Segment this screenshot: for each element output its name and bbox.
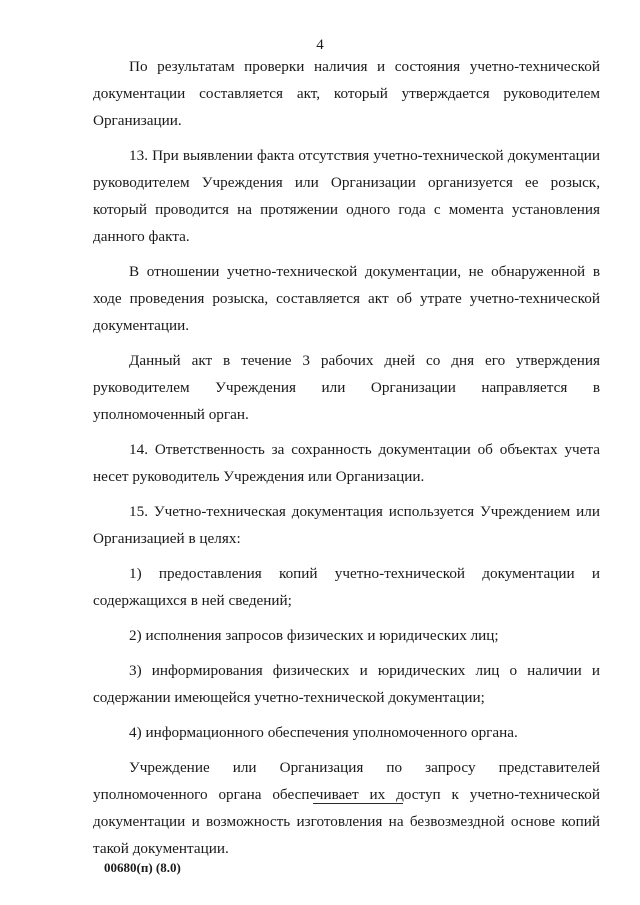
list-item-2: 2) исполнения запросов физических и юридических лиц; <box>129 627 499 644</box>
list-item-1: 1) предоставления копий учетно-технической документации и содержащихся в ней сведений; <box>93 565 600 609</box>
separator-rule <box>313 803 403 804</box>
paragraph-loss-act: В отношении учетно-технической документации, не обнаруженной в ходе проведения розыска, составляется акт об утрате учетно-технической документации. <box>93 263 600 334</box>
paragraph-act-submission: Данный акт в течение 3 рабочих дней со дня его утверждения руководителем Учреждения или Организации направляется в уполномоченный орган. <box>93 352 600 423</box>
page-number: 4 <box>316 37 324 53</box>
paragraph-14-responsibility: 14. Ответственность за сохранность документации об объектах учета несет руководитель Учреждения или Организации. <box>93 441 600 485</box>
paragraph-13-search: 13. При выявлении факта отсутствия учетно-технической документации руководителем Учреждения или Организации организуется ее розыск, который проводится на протяжении одного года с момента установления данного факта. <box>93 147 600 245</box>
document-code: 00680(п) (8.0) <box>104 860 181 875</box>
list-item-4: 4) информационного обеспечения уполномоченного органа. <box>129 724 518 741</box>
document-body <box>93 53 600 862</box>
paragraph-access: Учреждение или Организация по запросу представителей уполномоченного органа обеспечивает их доступ к учетно-технической документации и возможность изготовления на безвозмездной основе копий такой документации. <box>93 759 600 857</box>
paragraph-15-purposes: 15. Учетно-техническая документация используется Учреждением или Организацией в целях: <box>93 503 600 547</box>
paragraph-inspection-act: По результатам проверки наличия и состояния учетно-технической документации составляется акт, который утверждается руководителем Организации. <box>93 58 600 129</box>
list-item-3: 3) информирования физических и юридических лиц о наличии и содержании имеющейся учетно-технической документации; <box>93 662 600 706</box>
